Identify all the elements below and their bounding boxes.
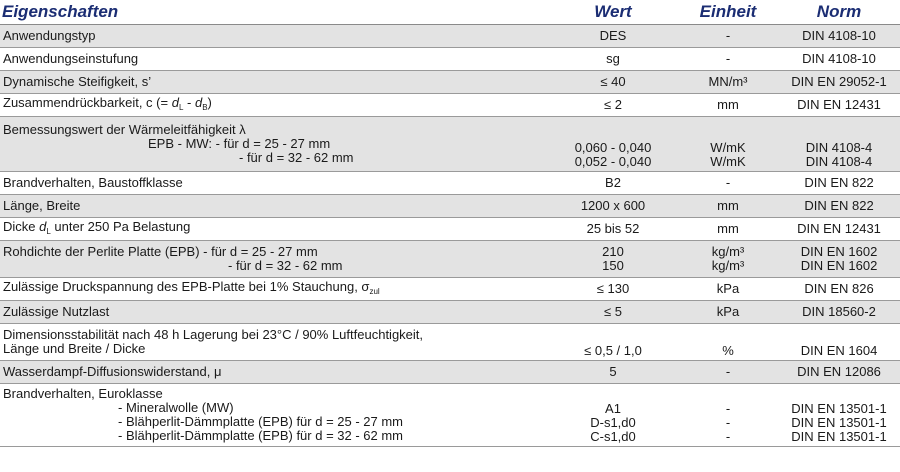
row-label: Brandverhalten, Euroklasse - Mineralwolle (MW) - Blähperlit-Dämmplatte (EPB) für d = 25 - 27 mm - Blähperlit-Dämmplatte (EPB) für d = 32 - 62 mm [0,384,548,447]
row-label: Brandverhalten, Baustoffklasse [0,172,548,195]
row-unit: mm [678,195,778,218]
table-row [0,195,900,218]
table-header [0,0,900,25]
table-row [0,71,900,94]
row-norm: DIN 4108-10 [778,25,900,48]
row-norm: DIN EN 1602 DIN EN 1602 [778,241,900,278]
table-row [0,301,900,324]
row-norm: DIN 18560-2 [778,301,900,324]
row-label: Anwendungstyp [0,25,548,48]
row-label: Anwendungseinstufung [0,48,548,71]
table-row [0,361,900,384]
row-norm: DIN EN 12431 [778,94,900,117]
row-norm: DIN 4108-10 [778,48,900,71]
row-unit: - [678,25,778,48]
row-value: ≤ 5 [548,301,678,324]
row-unit: % [678,324,778,361]
row-unit: W/mK W/mK [678,117,778,172]
row-label: Dicke $d_L$ unter 250 Pa Belastung [0,218,548,241]
row-value: 0,060 - 0,040 0,052 - 0,040 [548,117,678,172]
row-value: DES [548,25,678,48]
table-row [0,117,900,172]
row-label: Zulässige Nutzlast [0,301,548,324]
row-unit: mm [678,218,778,241]
header-wert: Wert [548,0,678,25]
row-unit: kg/m³ kg/m³ [678,241,778,278]
row-norm: DIN EN 12086 [778,361,900,384]
table-row [0,384,900,447]
row-value: sg [548,48,678,71]
row-norm: DIN EN 822 [778,195,900,218]
row-value: ≤ 130 [548,278,678,301]
row-norm: DIN EN 1604 [778,324,900,361]
table-row [0,94,900,117]
table-row [0,25,900,48]
table-row [0,172,900,195]
row-unit: - [678,48,778,71]
row-label: Zusammendrückbarkeit, c (= $d_L - d_B$) [0,94,548,117]
row-unit: - [678,172,778,195]
row-value: ≤ 2 [548,94,678,117]
row-value: B2 [548,172,678,195]
table-row [0,324,900,361]
row-norm: DIN 4108-4 DIN 4108-4 [778,117,900,172]
row-label: Rohdichte der Perlite Platte (EPB) - für d = 25 - 27 mm - für d = 32 - 62 mm [0,241,548,278]
table-row [0,241,900,278]
row-value: 1200 x 600 [548,195,678,218]
row-label: Länge, Breite [0,195,548,218]
row-unit: mm [678,94,778,117]
row-norm: DIN EN 12431 [778,218,900,241]
row-unit: - [678,361,778,384]
row-value: 5 [548,361,678,384]
header-norm: Norm [778,0,900,25]
row-unit: kPa [678,301,778,324]
header-eigenschaften: Eigenschaften [0,0,548,25]
row-label: Zulässige Druckspannung des EPB-Platte bei 1% Stauchung, $\sigma_{zul}$ [0,278,548,301]
header-einheit: Einheit [678,0,778,25]
row-norm: DIN EN 13501-1 DIN EN 13501-1 DIN EN 13501-1 [778,384,900,447]
row-norm: DIN EN 822 [778,172,900,195]
row-value: 25 bis 52 [548,218,678,241]
row-label: Wasserdampf-Diffusionswiderstand, μ [0,361,548,384]
row-norm: DIN EN 29052-1 [778,71,900,94]
row-unit: - - - [678,384,778,447]
table-row [0,48,900,71]
row-unit: MN/m³ [678,71,778,94]
row-label: Dynamische Steifigkeit, s’ [0,71,548,94]
row-unit: kPa [678,278,778,301]
row-value: A1 D-s1,d0 C-s1,d0 [548,384,678,447]
row-norm: DIN EN 826 [778,278,900,301]
row-value: ≤ 40 [548,71,678,94]
row-value: ≤ 0,5 / 1,0 [548,324,678,361]
row-value: 210 150 [548,241,678,278]
row-label: Bemessungswert der Wärmeleitfähigkeit λ EPB - MW: - für d = 25 - 27 mm - für d = 32 - 62 mm [0,117,548,172]
row-label: Dimensionsstabilität nach 48 h Lagerung bei 23°C / 90% Luftfeuchtigkeit, Länge und Breite / Dicke [0,324,548,361]
table-row [0,278,900,301]
table-row [0,218,900,241]
